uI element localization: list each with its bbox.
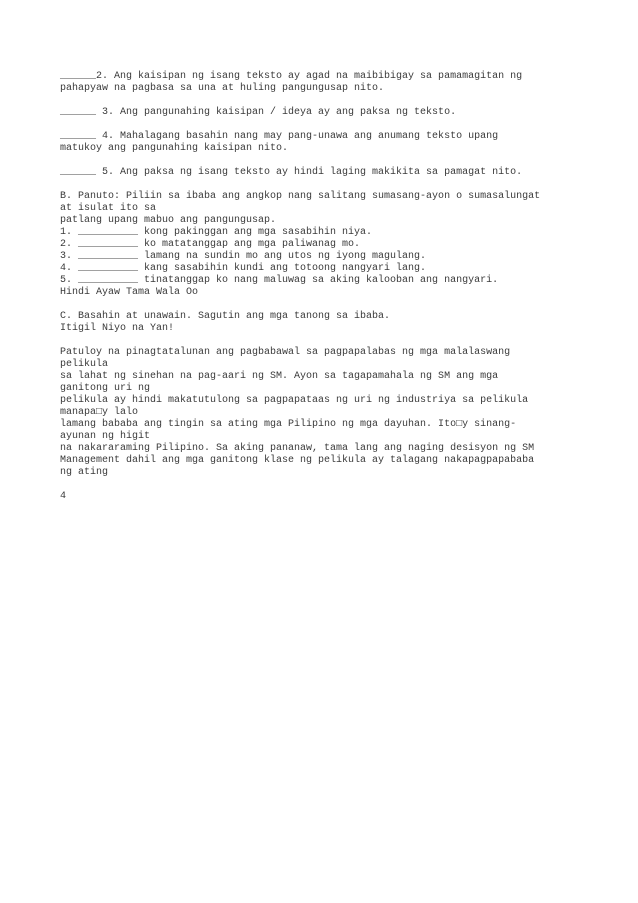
text-line: 5. __________ tinatanggap ko nang maluwag sa aking kalooban ang nangyari. [60, 275, 499, 286]
paragraph [60, 347, 620, 479]
text-line: ______ 3. Ang pangunahing kaisipan / ideya ay ang paksa ng teksto. [60, 107, 457, 118]
text-line: Patuloy na pinagtatalunan ang pagbabawal sa pagpapalabas ng mga malalaswang [60, 347, 511, 358]
paragraph [60, 107, 620, 119]
text-line: B. Panuto: Piliin sa ibaba ang angkop nang salitang sumasang-ayon o sumasalungat [60, 191, 541, 202]
text-line: C. Basahin at unawain. Sagutin ang mga tanong sa ibaba. [60, 311, 391, 322]
text-line: ng ating [60, 467, 109, 478]
text-line: matukoy ang pangunahing kaisipan nito. [60, 143, 289, 154]
text-line: manapa□y lalo [60, 407, 139, 418]
document-page [60, 71, 620, 515]
text-line: 4. __________ kang sasabihin kundi ang totoong nangyari lang. [60, 263, 427, 274]
text-line: Hindi Ayaw Tama Wala Oo [60, 287, 199, 298]
text-line: lamang bababa ang tingin sa ating mga Pilipino ng mga dayuhan. Ito□y sinang- [60, 419, 517, 430]
text-line: ______2. Ang kaisipan ng isang teksto ay agad na maibibigay sa pamamagitan ng [60, 71, 523, 82]
text-line: sa lahat ng sinehan na pag-aari ng SM. Ayon sa tagapamahala ng SM ang mga [60, 371, 499, 382]
text-line: 2. __________ ko matatanggap ang mga paliwanag mo. [60, 239, 361, 250]
paragraph [60, 71, 620, 95]
paragraph [60, 191, 620, 299]
paragraph [60, 131, 620, 155]
text-line: Itigil Niyo na Yan! [60, 323, 175, 334]
text-line: patlang upang mabuo ang pangungusap. [60, 215, 277, 226]
text-line: ______ 5. Ang paksa ng isang teksto ay hindi laging makikita sa pamagat nito. [60, 167, 523, 178]
text-line: na nakararaming Pilipino. Sa aking pananaw, tama lang ang naging desisyon ng SM [60, 443, 535, 454]
text-line: pelikula [60, 359, 109, 370]
text-line: at isulat ito sa [60, 203, 157, 214]
text-line: pahapyaw na pagbasa sa una at huling pangungusap nito. [60, 83, 385, 94]
text-line: pelikula ay hindi makatutulong sa pagpapataas ng uri ng industriya sa pelikula [60, 395, 529, 406]
text-line: ayunan ng higit [60, 431, 151, 442]
text-line: ganitong uri ng [60, 383, 151, 394]
paragraph [60, 311, 620, 335]
text-line: 1. __________ kong pakinggan ang mga sasabihin niya. [60, 227, 373, 238]
text-line: 4 [60, 491, 67, 502]
text-line: Management dahil ang mga ganitong klase ng pelikula ay talagang nakapagpapababa [60, 455, 535, 466]
paragraph [60, 167, 620, 179]
text-line: 3. __________ lamang na sundin mo ang utos ng iyong magulang. [60, 251, 427, 262]
text-line: ______ 4. Mahalagang basahin nang may pang-unawa ang anumang teksto upang [60, 131, 499, 142]
page-number [60, 491, 620, 503]
